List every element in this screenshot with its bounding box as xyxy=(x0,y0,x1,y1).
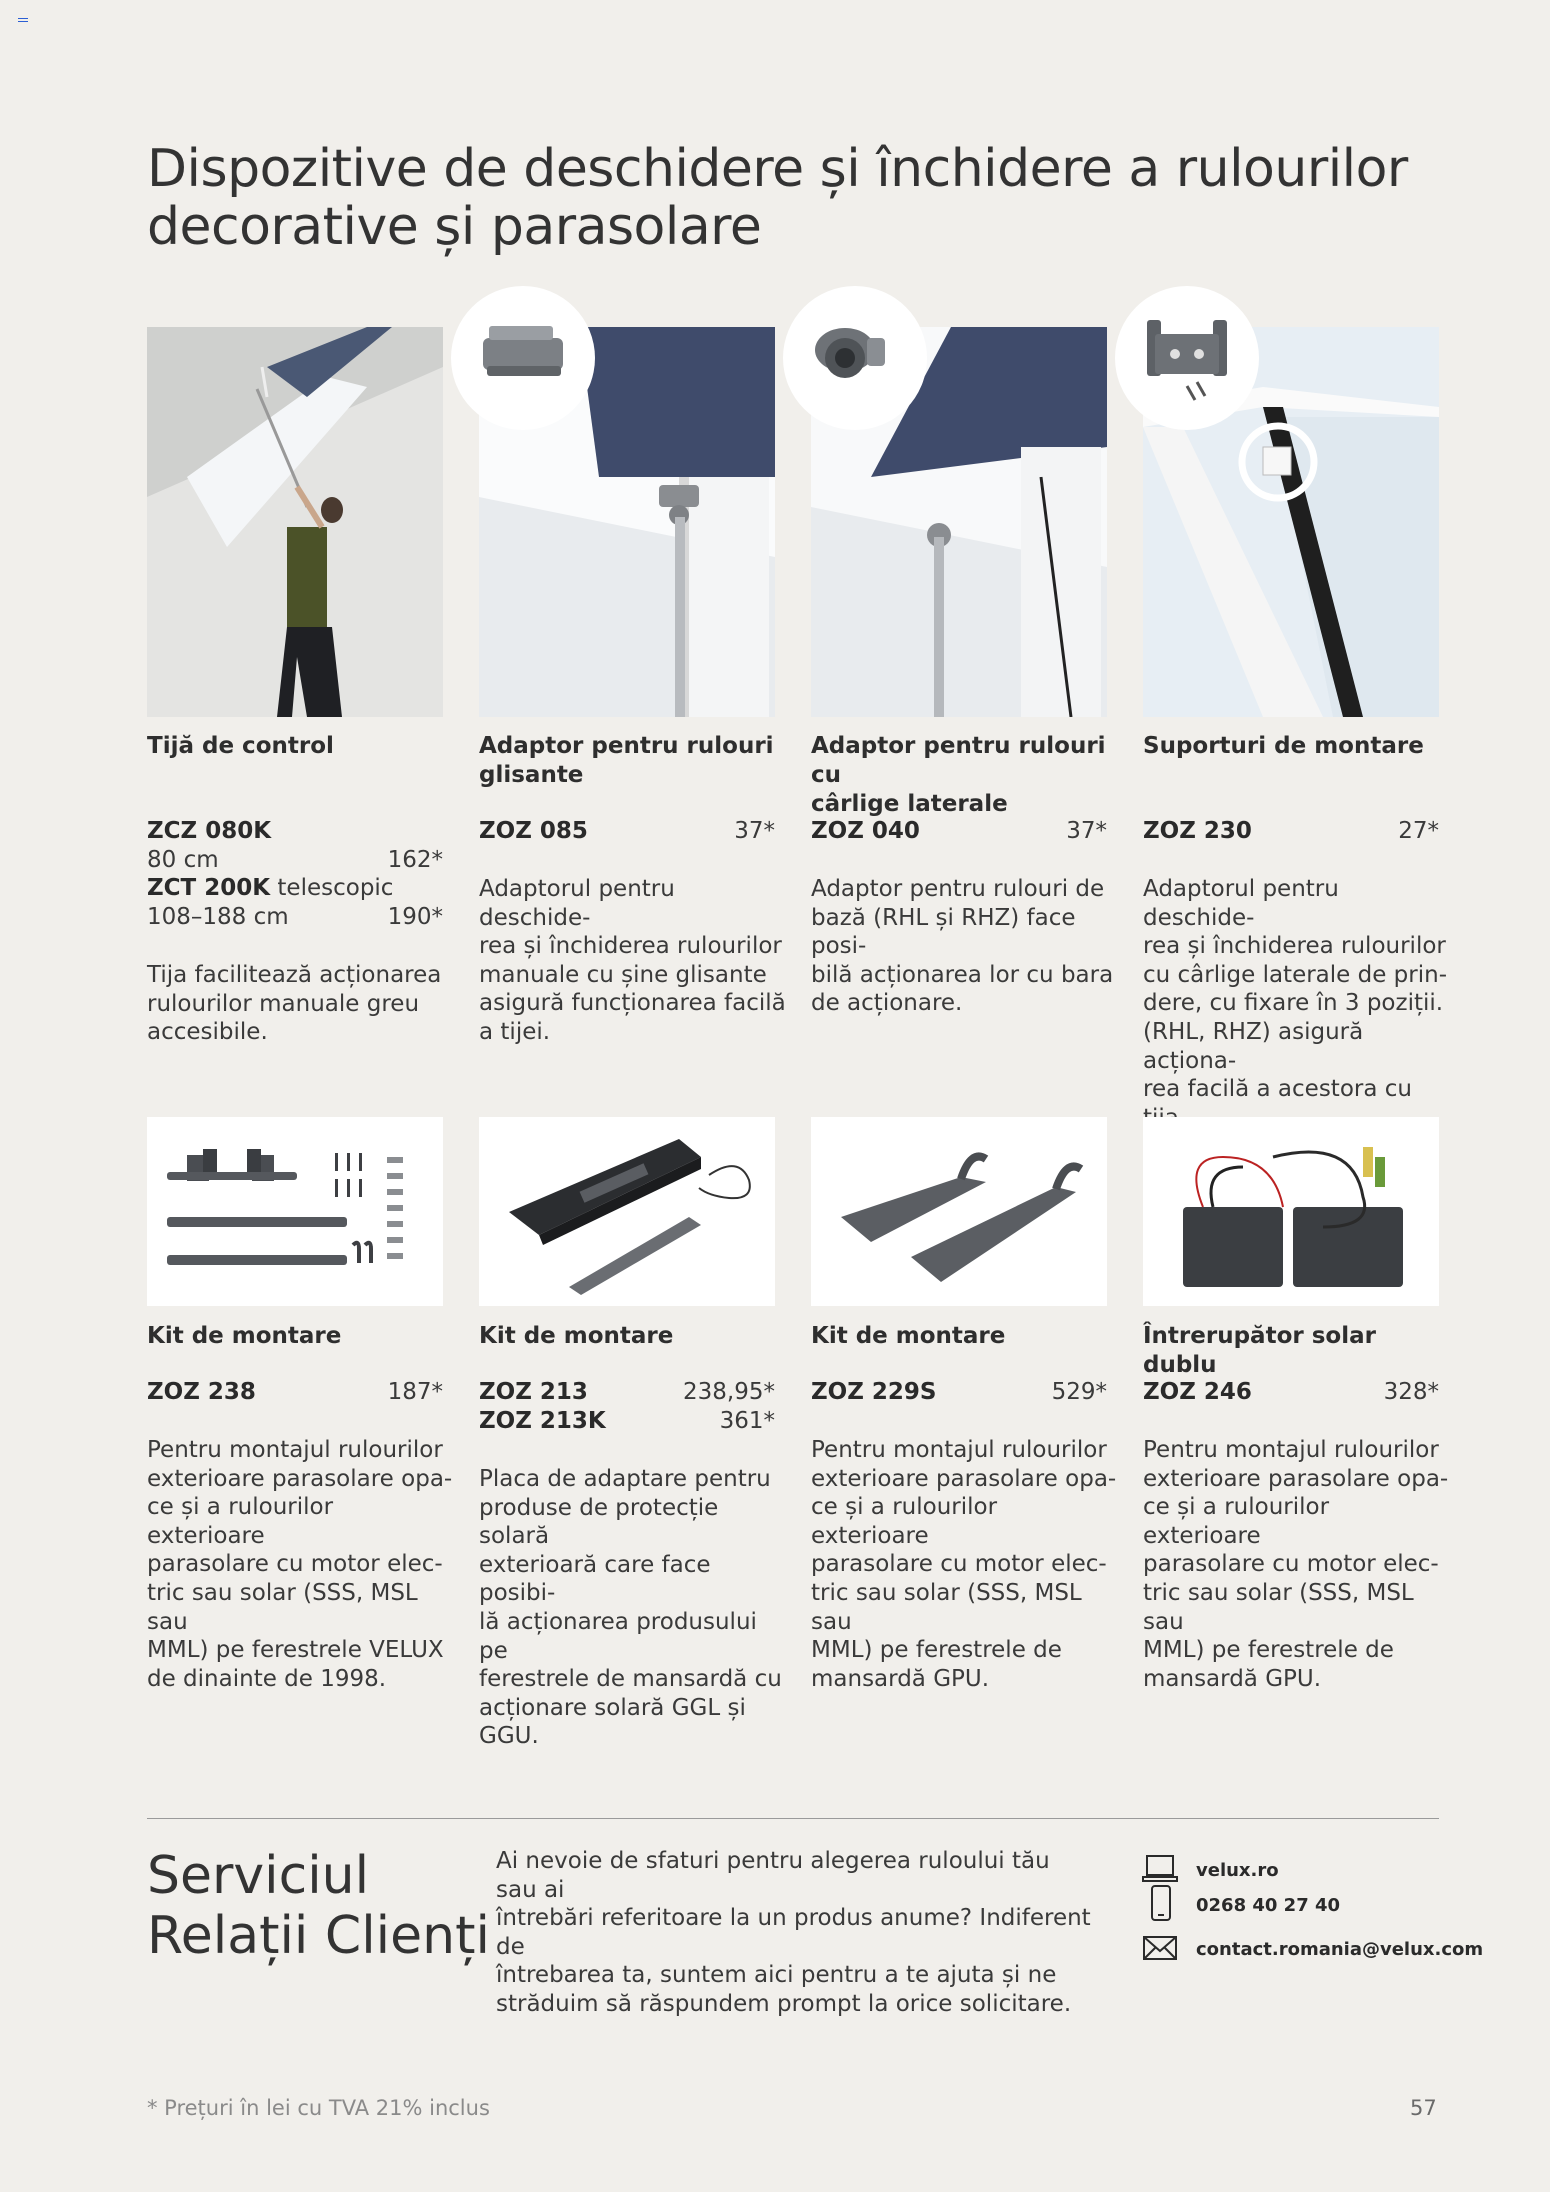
product-price: 187* xyxy=(387,1379,443,1405)
desc-line: bază (RHL și RHZ) face posi- xyxy=(811,904,1076,960)
desc-line: tric sau solar (SSS, MSL sau xyxy=(811,1579,1082,1635)
service-title-line: Relații Clienți xyxy=(147,1906,490,1966)
dual-solar-switch-image xyxy=(1143,1117,1439,1306)
product-code-text: ZOZ 213 xyxy=(479,1379,588,1405)
product-price: 238,95* xyxy=(683,1379,775,1405)
desc-line: Placa de adaptare pentru xyxy=(479,1466,771,1492)
product-code xyxy=(811,817,920,846)
desc-line: rea facilă a acestora cu xyxy=(1143,1076,1412,1103)
product-description xyxy=(811,1436,1121,1693)
title-line: glisante xyxy=(479,762,584,788)
desc-line: exterioare parasolare opa- xyxy=(1143,1465,1449,1492)
desc-line: lă acționarea produsului pe xyxy=(479,1608,757,1664)
product-title-zoz238: Kit de montare xyxy=(147,1323,342,1349)
service-text-line: întrebarea ta, suntem aici pentru a te ajuta și ne xyxy=(496,1962,1057,1989)
desc-line: asigură funcționarea facilă xyxy=(479,990,786,1017)
product-description xyxy=(1143,1436,1453,1693)
page-title-line1: Dispozitive de deschidere și închidere a rulourilor xyxy=(147,139,1408,199)
page-number: 57 xyxy=(1410,2096,1437,2120)
desc-line: tric sau solar (SSS, MSL sau xyxy=(1143,1579,1414,1635)
product-description xyxy=(479,1465,789,1751)
product-size: 80 cm xyxy=(147,847,219,873)
product-title-zoz085 xyxy=(479,732,779,790)
product-code-text: ZCZ 080K xyxy=(147,818,272,844)
desc-line: mansardă GPU. xyxy=(1143,1665,1322,1692)
product-description xyxy=(147,1436,457,1693)
service-title xyxy=(147,1846,490,1966)
page-title xyxy=(147,140,1447,256)
product-title-zcz080k: Tijă de control xyxy=(147,733,334,759)
website-link[interactable]: velux.ro xyxy=(1196,1860,1279,1881)
product-code-text: ZOZ 085 xyxy=(479,818,588,844)
product-title-zoz229s: Kit de montare xyxy=(811,1323,1006,1349)
phone-number[interactable]: 0268 40 27 40 xyxy=(1196,1895,1341,1916)
desc-line: Pentru montajul rulourilor xyxy=(811,1437,1107,1463)
desc-line: exterioară care face posibi- xyxy=(479,1551,711,1607)
service-title-line: Serviciul xyxy=(147,1846,370,1906)
desc-line: cu cârlige laterale de prin- xyxy=(1143,961,1448,988)
price-footnote: * Prețuri în lei cu TVA 21% inclus xyxy=(147,2096,490,2120)
adapter-zoz040-badge xyxy=(783,286,927,430)
desc-line: MML) pe ferestrele de xyxy=(1143,1637,1394,1664)
product-price: 529* xyxy=(1051,1379,1107,1405)
desc-line: de acționare. xyxy=(811,990,963,1017)
product-price: 190* xyxy=(387,904,443,930)
email-link[interactable]: contact.romania@velux.com xyxy=(1196,1939,1484,1960)
desc-line: rea și închiderea rulourilor xyxy=(1143,933,1446,960)
product-price: 361* xyxy=(719,1408,775,1434)
product-code-telescopic xyxy=(147,874,393,903)
product-price: 37* xyxy=(734,818,775,844)
desc-line: parasolare cu motor elec- xyxy=(1143,1551,1439,1578)
desc-line: rea și închiderea rulourilor xyxy=(479,933,782,960)
desc-line: acționare solară GGL și GGU. xyxy=(479,1694,746,1750)
product-code-text: ZCT 200K xyxy=(147,875,271,901)
product-title-zoz213: Kit de montare xyxy=(479,1323,674,1349)
product-code xyxy=(147,817,271,846)
desc-line: Adaptorul pentru deschide- xyxy=(479,876,675,931)
product-code-text: ZOZ 213K xyxy=(479,1408,606,1434)
desc-line: a tijei. xyxy=(479,1018,551,1045)
service-text xyxy=(496,1847,1096,2019)
desc-line: bilă acționarea lor cu bara xyxy=(811,961,1114,988)
product-description xyxy=(811,875,1121,1018)
section-divider xyxy=(147,1818,1439,1819)
phone-icon xyxy=(1142,1885,1178,1923)
desc-line: manuale cu șine glisante xyxy=(479,961,767,988)
desc-line: MML) pe ferestrele VELUX xyxy=(147,1637,444,1664)
title-line: Adaptor pentru rulouri xyxy=(479,733,774,759)
product-price: 328* xyxy=(1383,1379,1439,1405)
desc-line: ce și a rulourilor exterioare xyxy=(147,1494,334,1549)
desc-line: parasolare cu motor elec- xyxy=(147,1551,443,1578)
product-code-text: ZOZ 230 xyxy=(1143,818,1252,844)
desc-line: dere, cu fixare în 3 poziții. xyxy=(1143,990,1444,1017)
desc-line: exterioare parasolare opa- xyxy=(147,1465,453,1492)
desc-line: Adaptor pentru rulouri de xyxy=(811,876,1105,902)
control-rod-photo xyxy=(147,327,443,717)
desc-line: de dinainte de 1998. xyxy=(147,1665,387,1692)
kit-zoz213-image xyxy=(479,1117,775,1306)
desc-line: MML) pe ferestrele de xyxy=(811,1637,1062,1664)
product-price: 27* xyxy=(1398,818,1439,844)
kit-zoz238-image xyxy=(147,1117,443,1306)
product-code xyxy=(1143,1378,1252,1407)
product-code xyxy=(479,817,588,846)
desc-line: Adaptorul pentru deschide- xyxy=(1143,876,1339,931)
product-code xyxy=(479,1407,606,1436)
title-line: cârlige laterale xyxy=(811,791,1008,817)
desc-line: mansardă GPU. xyxy=(811,1665,990,1692)
desc-line: exterioare parasolare opa- xyxy=(811,1465,1117,1492)
desc-line: ferestrele de mansardă cu xyxy=(479,1666,782,1693)
product-description xyxy=(147,961,447,1047)
desc-line: Tija facilitează acționarea xyxy=(147,962,442,988)
desc-line: (RHL, RHZ) asigură acționa- xyxy=(1143,1018,1364,1074)
product-code-text: ZOZ 238 xyxy=(147,1379,256,1405)
desc-line: Pentru montajul rulourilor xyxy=(1143,1437,1439,1463)
desc-line: ce și a rulourilor exterioare xyxy=(811,1494,998,1549)
title-line: Adaptor pentru rulouri cu xyxy=(811,733,1106,788)
product-code xyxy=(479,1378,588,1407)
product-title-zoz230: Suporturi de montare xyxy=(1143,733,1424,759)
desc-line: ce și a rulourilor exterioare xyxy=(1143,1494,1330,1549)
desc-line: accesibile. xyxy=(147,1019,268,1046)
product-code xyxy=(1143,817,1252,846)
desc-line: rulourilor manuale greu xyxy=(147,990,420,1017)
product-title-zoz040 xyxy=(811,732,1121,819)
product-code-text: ZOZ 040 xyxy=(811,818,920,844)
product-code xyxy=(147,1378,256,1407)
product-code xyxy=(811,1378,937,1407)
envelope-icon xyxy=(1142,1935,1178,1963)
product-code-text: ZOZ 229S xyxy=(811,1379,937,1405)
desc-line: Pentru montajul rulourilor xyxy=(147,1437,443,1463)
product-price: 162* xyxy=(387,847,443,873)
product-description xyxy=(479,875,789,1047)
service-text-line: străduim să răspundem prompt la orice solicitare. xyxy=(496,1990,1072,2017)
product-code-text: ZOZ 246 xyxy=(1143,1379,1252,1405)
service-text-line: Ai nevoie de sfaturi pentru alegerea ruloului tău sau ai xyxy=(496,1848,1050,1903)
service-text-line: întrebări referitoare la un produs anume? Indiferent de xyxy=(496,1905,1091,1960)
desc-line: produse de protecție solară xyxy=(479,1494,719,1550)
product-size: 108–188 cm xyxy=(147,904,289,930)
product-description xyxy=(1143,875,1453,1132)
kit-zoz229s-image xyxy=(811,1117,1107,1306)
page-title-line2: decorative și parasolare xyxy=(147,197,762,257)
desc-line: tric sau solar (SSS, MSL sau xyxy=(147,1579,418,1635)
menu-icon[interactable] xyxy=(18,18,28,26)
product-price: 37* xyxy=(1066,818,1107,844)
laptop-icon xyxy=(1142,1854,1178,1884)
product-code-suffix: telescopic xyxy=(270,875,394,901)
adapter-zoz085-badge xyxy=(451,286,595,430)
bracket-zoz230-badge xyxy=(1115,286,1259,430)
desc-line: parasolare cu motor elec- xyxy=(811,1551,1107,1578)
product-title-zoz246: Întrerupător solar dublu xyxy=(1143,1323,1376,1378)
